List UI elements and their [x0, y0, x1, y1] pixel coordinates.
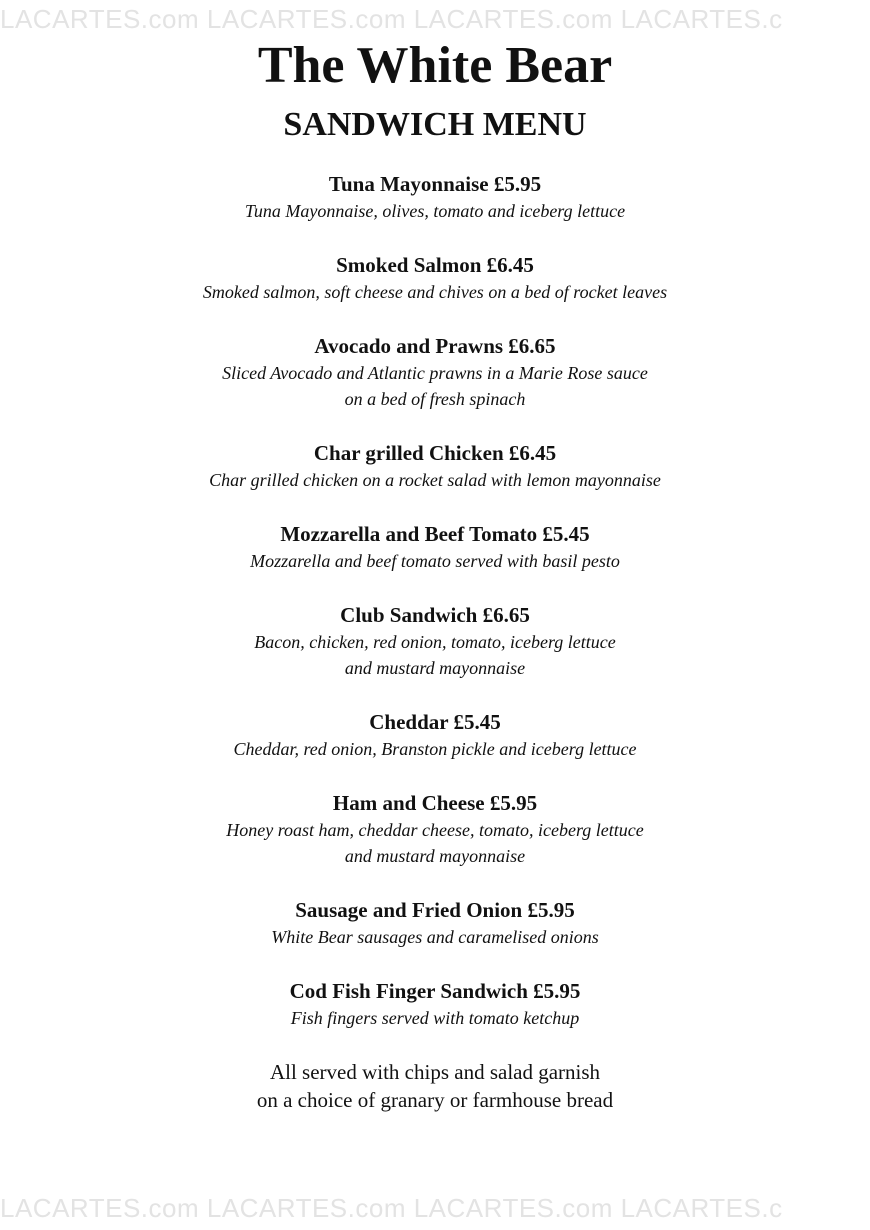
menu-footer-note [0, 1058, 870, 1114]
menu-item-name: Cod Fish Finger Sandwich £5.95 [289, 979, 581, 1003]
menu-item-smoked-salmon [0, 251, 870, 305]
menu-item-sausage-and-fried-onion [0, 896, 870, 950]
menu-item-description: and mustard mayonnaise [344, 846, 526, 866]
watermark-top: LACARTES.com LACARTES.com LACARTES.com LACARTES.c [0, 4, 783, 34]
menu-item-description: White Bear sausages and caramelised onions [271, 927, 599, 947]
menu-item-name: Tuna Mayonnaise £5.95 [328, 172, 542, 196]
menu-item-description: Smoked salmon, soft cheese and chives on a bed of rocket leaves [202, 282, 668, 302]
page-title: The White Bear [257, 37, 613, 94]
menu-item-char-grilled-chicken [0, 439, 870, 493]
menu-item-description: Tuna Mayonnaise, olives, tomato and iceberg lettuce [244, 201, 626, 221]
menu-item-name: Club Sandwich £6.65 [340, 603, 530, 627]
menu-item-description: Honey roast ham, cheddar cheese, tomato, iceberg lettuce [226, 820, 644, 840]
menu-item-name: Char grilled Chicken £6.45 [313, 441, 557, 465]
menu-item-description: Bacon, chicken, red onion, tomato, iceberg lettuce [254, 632, 616, 652]
watermark-bottom: LACARTES.com LACARTES.com LACARTES.com LACARTES.c [0, 1193, 783, 1223]
menu-item-description: Char grilled chicken on a rocket salad with lemon mayonnaise [209, 470, 661, 490]
menu-item-ham-and-cheese [0, 789, 870, 869]
menu-item-name: Sausage and Fried Onion £5.95 [295, 898, 575, 922]
menu-item-description: and mustard mayonnaise [344, 658, 526, 678]
menu-item-name: Smoked Salmon £6.45 [336, 253, 534, 277]
menu-item-avocado-and-prawns [0, 332, 870, 412]
menu-item-name: Cheddar £5.45 [369, 710, 501, 734]
menu-item-name: Mozzarella and Beef Tomato £5.45 [280, 522, 590, 546]
menu-item-club-sandwich [0, 601, 870, 681]
menu-subtitle: SANDWICH MENU [283, 106, 587, 143]
menu-item-name: Avocado and Prawns £6.65 [314, 334, 556, 358]
menu-list [0, 170, 870, 1114]
menu-item-description: Fish fingers served with tomato ketchup [290, 1008, 580, 1028]
menu-item-cheddar [0, 708, 870, 762]
menu-item-description: Cheddar, red onion, Branston pickle and iceberg lettuce [233, 739, 637, 759]
menu-item-cod-fish-finger-sandwich [0, 977, 870, 1031]
menu-item-description: Mozzarella and beef tomato served with basil pesto [250, 551, 620, 571]
menu-item-description: on a bed of fresh spinach [344, 389, 526, 409]
menu-item-name: Ham and Cheese £5.95 [332, 791, 538, 815]
menu-item-tuna-mayonnaise [0, 170, 870, 224]
footer-line: All served with chips and salad garnish [269, 1060, 601, 1084]
menu-item-description: Sliced Avocado and Atlantic prawns in a Marie Rose sauce [222, 363, 648, 383]
menu-item-mozzarella-and-beef-tomato [0, 520, 870, 574]
footer-line: on a choice of granary or farmhouse bread [256, 1088, 614, 1112]
